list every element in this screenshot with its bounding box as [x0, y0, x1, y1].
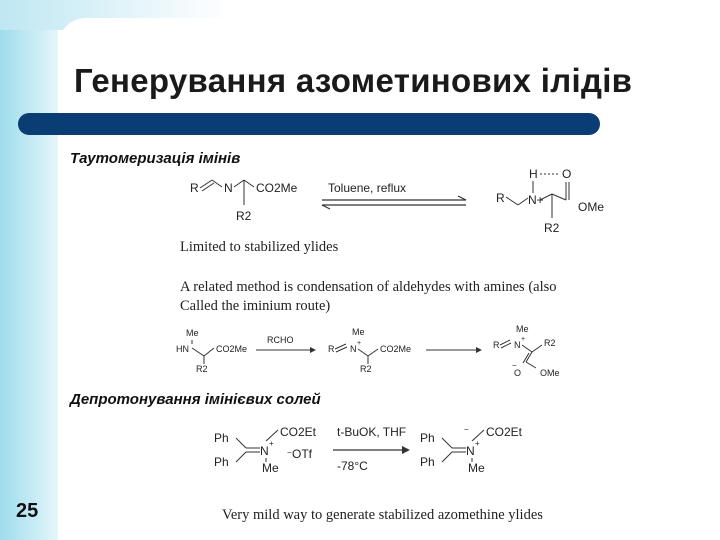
svg-text:+: + — [475, 439, 480, 448]
iminium-Me: Me — [352, 327, 365, 337]
ylide2-Ph1: Ph — [420, 431, 435, 445]
amine-R2: R2 — [196, 364, 208, 374]
reagent-tBuOK: t-BuOK, THF — [337, 425, 407, 439]
note-related-line1: A related method is condensation of aldehydes with amines (also — [180, 279, 557, 295]
ylide-R: R — [493, 340, 500, 350]
slide-title: Генерування азометинових ілідів — [74, 62, 633, 99]
reactant-N: N — [224, 181, 233, 195]
page-number: 25 — [16, 500, 39, 522]
ylide2-ester: CO2Et — [486, 425, 523, 439]
svg-text:+: + — [357, 340, 362, 347]
product-N-plus: N+ — [528, 193, 544, 207]
reactant-R2: R2 — [236, 209, 252, 223]
iminium-ester: CO2Me — [380, 344, 412, 354]
ylide-O-minus: O — [514, 368, 522, 378]
svg-text:+: + — [521, 336, 526, 343]
reactant-ester: CO2Me — [256, 181, 298, 195]
reagent-rcho: RCHO — [267, 335, 294, 345]
ylide-Me: Me — [516, 324, 529, 334]
amine-ester: CO2Me — [216, 344, 248, 354]
product-R2: R2 — [544, 221, 560, 235]
product-O: O — [562, 167, 572, 181]
salt-ester: CO2Et — [280, 425, 317, 439]
salt-Ph1: Ph — [214, 431, 229, 445]
conditions-toluene: Toluene, reflux — [328, 181, 407, 195]
ylide2-N-plus: N — [466, 444, 475, 458]
amine-Me: Me — [186, 328, 199, 338]
ylide2-Me: Me — [468, 461, 485, 475]
svg-text:+: + — [269, 439, 274, 448]
ylide-OMe: OMe — [540, 368, 560, 378]
iminium-N-plus: N — [350, 344, 357, 354]
section-heading-deprotonation: Депротонування імінієвих солей — [70, 391, 321, 408]
salt-Me: Me — [262, 461, 279, 475]
salt-counterion: OTf — [292, 447, 312, 461]
note-mild-way: Very mild way to generate stabilized azomethine ylides — [222, 507, 543, 523]
note-limited: Limited to stabilized ylides — [180, 239, 339, 255]
reactant-R: R — [190, 181, 199, 195]
svg-text:−: − — [464, 425, 469, 434]
reagent-temperature: -78°C — [337, 459, 368, 473]
svg-text:−: − — [287, 448, 292, 457]
svg-text:−: − — [512, 361, 517, 370]
ylide2-Ph2: Ph — [420, 455, 435, 469]
product-OMe: OMe — [578, 200, 605, 214]
ylide-N: N — [514, 340, 521, 350]
ylide-R2: R2 — [544, 338, 556, 348]
product-R: R — [496, 191, 505, 205]
salt-Ph2: Ph — [214, 455, 229, 469]
section-heading-tautomerization: Таутомеризація імінів — [70, 150, 241, 167]
iminium-R: R — [328, 344, 335, 354]
iminium-R2: R2 — [360, 364, 372, 374]
amine-HN: HN — [176, 344, 189, 354]
salt-N-plus: N — [260, 444, 269, 458]
note-related-line2: Called the iminium route) — [180, 298, 331, 314]
product-H: H — [529, 167, 538, 181]
